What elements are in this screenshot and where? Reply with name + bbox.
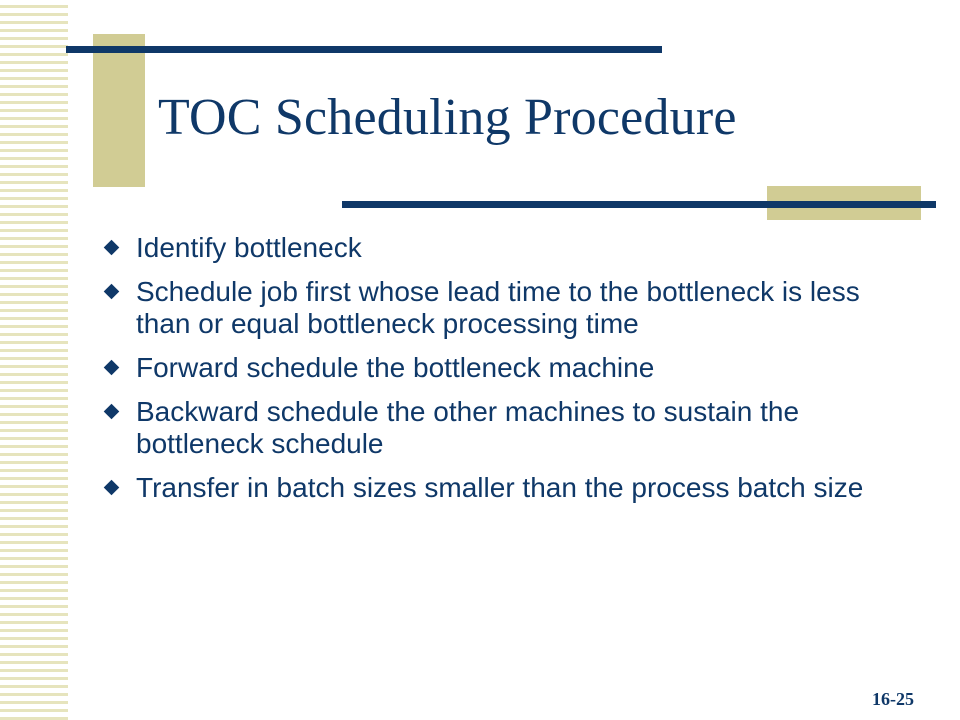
- title-accent-bar-top: [66, 46, 662, 53]
- bullet-item: [104, 232, 864, 264]
- title-accent-block-left: [93, 34, 145, 187]
- diamond-bullet-icon: [104, 284, 120, 300]
- bullet-text: Transfer in batch sizes smaller than the process batch size: [136, 472, 864, 503]
- bullet-text: Schedule job first whose lead time to the bottleneck is less than or equal bottleneck processing time: [136, 276, 860, 339]
- bullet-text: Forward schedule the bottleneck machine: [136, 352, 655, 383]
- bullet-item: [104, 276, 864, 340]
- diamond-bullet-icon: [104, 404, 120, 420]
- bullet-list: [104, 232, 864, 516]
- slide-title: TOC Scheduling Procedure: [158, 89, 737, 146]
- slide-number: 16-25: [872, 689, 914, 709]
- bullet-item: [104, 396, 864, 460]
- title-accent-bar-bottom: [342, 201, 936, 208]
- bullet-item: [104, 352, 864, 384]
- diamond-bullet-icon: [104, 240, 120, 256]
- bullet-text: Backward schedule the other machines to sustain the bottleneck schedule: [136, 396, 800, 459]
- diamond-bullet-icon: [104, 480, 120, 496]
- bullet-text: Identify bottleneck: [136, 232, 362, 263]
- diamond-bullet-icon: [104, 360, 120, 376]
- bullet-item: [104, 472, 864, 504]
- striped-margin-decoration: [0, 0, 68, 720]
